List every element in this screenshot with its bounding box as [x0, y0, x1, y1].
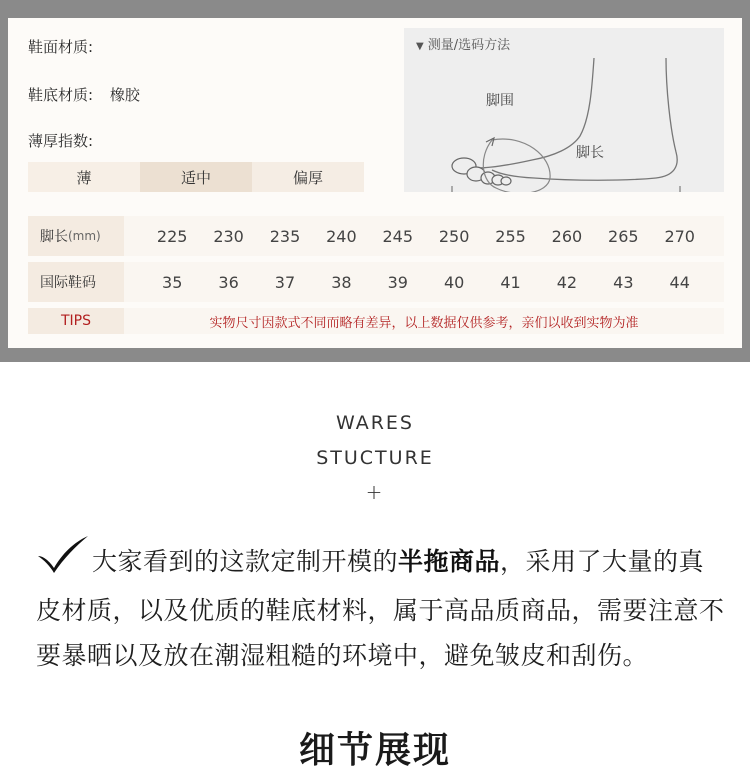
detail-section-title: 细节展现: [298, 730, 451, 771]
measure-hint-text: 测量/选码方法: [427, 38, 511, 53]
table-cell: 42: [556, 272, 578, 292]
foot-length-cells: [124, 216, 724, 256]
table-cell: 225: [156, 226, 188, 246]
thickness-row: [28, 130, 93, 151]
table-cell: 240: [326, 226, 357, 246]
table-cell: 260: [551, 226, 583, 246]
section-heading-line2: STUCTURE: [316, 447, 434, 469]
description-highlight: 半拖商品: [398, 547, 501, 576]
checkmark-icon: [36, 534, 90, 588]
table-cell: 38: [331, 272, 352, 292]
table-cell: 235: [269, 226, 301, 246]
table-cell: 250: [438, 226, 470, 246]
tips-row: [28, 308, 724, 334]
foot-circumference-label: 脚围: [486, 93, 514, 109]
plus-icon: +: [365, 480, 385, 504]
description-text-1: 大家看到的这款定制开模的: [92, 547, 399, 576]
foot-length-header-text: 脚长: [40, 229, 68, 245]
thickness-option-thin: 薄: [28, 162, 140, 192]
foot-length-row: [28, 216, 724, 256]
table-cell: 43: [613, 272, 634, 292]
table-cell: 37: [274, 272, 296, 292]
section-heading-line1: WARES: [335, 412, 414, 434]
table-cell: 245: [382, 226, 414, 246]
upper-material-row: [28, 36, 110, 57]
table-cell: 44: [669, 272, 690, 292]
table-cell: 39: [387, 272, 408, 292]
foot-measure-illustration: [404, 28, 724, 192]
thickness-option-medium: 适中: [140, 162, 252, 192]
sole-material-value: 橡胶: [109, 86, 140, 104]
tips-note: 实物尺寸因款式不同而略有差异，以上数据仅供参考，亲们以收到实物为准: [124, 308, 724, 334]
intl-size-header: 国际鞋码: [28, 262, 124, 302]
thickness-option-thick: 偏厚: [252, 162, 364, 192]
upper-material-label: 鞋面材质:: [28, 38, 94, 56]
tips-header: TIPS: [28, 308, 124, 334]
table-cell: 41: [500, 272, 521, 292]
description-text-2: ，采用了大量的真皮材质，以及优质的鞋底材料，属于高品质商品，需要注意不要暴晒以及放在潮湿粗糙的环境中，避免皱皮和刮伤。: [36, 547, 725, 670]
sole-material-row: [28, 84, 140, 105]
sole-material-label: 鞋底材质:: [28, 86, 94, 104]
table-cell: 270: [664, 226, 695, 246]
intl-size-cells: [124, 262, 724, 302]
triangle-down-icon: ▼: [416, 41, 424, 52]
thickness-scale: [28, 162, 364, 192]
size-guide-frame: [0, 0, 750, 362]
foot-length-header: [28, 216, 124, 256]
size-table: [28, 216, 724, 334]
foot-length-label: 脚长: [576, 145, 604, 161]
size-guide-panel: [8, 18, 742, 348]
table-cell: 230: [213, 226, 244, 246]
thickness-label: 薄厚指数:: [28, 132, 94, 150]
table-cell: 265: [608, 226, 639, 246]
table-cell: 40: [443, 272, 465, 292]
product-description: [36, 534, 726, 678]
table-cell: 35: [162, 272, 183, 292]
intl-size-row: [28, 262, 724, 302]
measure-hint: [416, 34, 510, 53]
table-cell: 255: [495, 226, 526, 246]
foot-length-unit: (mm): [68, 229, 101, 243]
table-cell: 36: [218, 272, 239, 292]
